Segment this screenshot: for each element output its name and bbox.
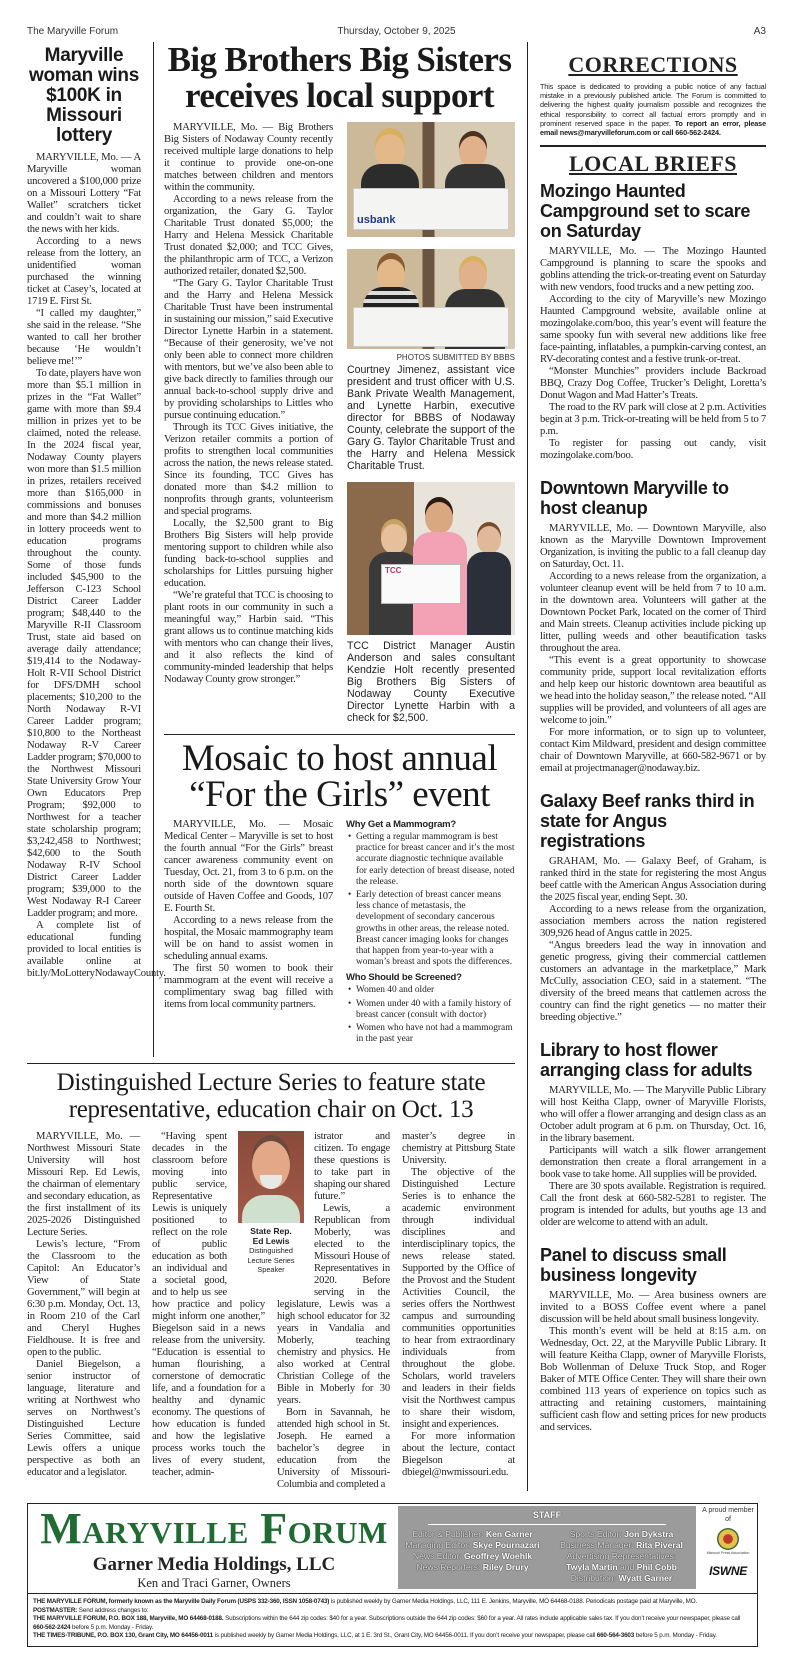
article-bbbs — [164, 122, 515, 724]
owners: Ken and Traci Garner, Owners — [137, 1576, 291, 1591]
paragraph: A complete list of educational funding provided to local entities is available online at bit.ly/MoLotteryNodawayCounty. — [27, 920, 166, 979]
running-head-paper: The Maryville Forum — [27, 26, 119, 37]
member-text: A proud member of — [702, 1507, 754, 1524]
paragraph: GRAHAM, Mo. — Galaxy Beef, of Graham, is ranked third in the state for registering the most Angus beef cattle with the American Angus Association during the 2025 fiscal year, ending Sept. 30. — [540, 855, 766, 903]
paragraph: MARYVILLE, Mo. — Area business owners are invited to a BOSS Coffee event where a panel discussion will be held about small business longevity. — [540, 1289, 766, 1325]
masthead-logo: Maryville Forum — [40, 1504, 388, 1554]
staff-role: Business Manager: — [560, 1540, 637, 1551]
notice-line — [33, 1607, 752, 1616]
middle-column — [164, 42, 515, 1057]
headline-line: Big Brothers Big Sisters — [167, 40, 512, 79]
headline-lecture: Distinguished Lecture Series to feature state representative, education chair on Oct. 13 — [56, 1069, 486, 1124]
paragraph: MARYVILLE, Mo. — Mosaic Medical Center – Maryville is set to host the fourth annual “For the Girls” breast cancer awareness community event on Tuesday, Oct. 21, from 3 to 6 p.m. on the north side of the downtown square outside of Haven Coffee and Goods, 107 E. Fourth St. — [164, 819, 333, 914]
paragraph: Lewis, a Republican from Moberly, was elected to the Missouri House of Representatives in 2020. Before serving in the legislature, Lewis was a high school educator for 32 years in Vandalia and Moberly, teaching chemistry and physics. He also worked at Central Christian College of the Bible in Moberly for 30 years. — [277, 1203, 390, 1407]
paragraph: According to a news release from the hospital, the Mosaic mammography team will be on hand to assist women in scheduling annual exams. — [164, 915, 333, 962]
notice-line — [33, 1598, 752, 1607]
staff-entry — [547, 1562, 696, 1573]
page-number: A3 — [753, 26, 766, 37]
paragraph: According to a news release from the organization, a volunteer cleanup event will be held from 7 to 10 a.m. in the downtown area. Volunteers will gather at the Downtown Pocket Park, located on the corner of Third and Main streets. Cleanup activities include picking up litter, pulling weeds and other beautification tasks throughout the area. — [540, 570, 766, 654]
sidebar-heading: Why Get a Mammogram? — [346, 819, 457, 830]
mpa-name: Missouri Press Association — [706, 1551, 750, 1556]
paragraph: MARYVILLE, Mo. — The Maryville Public Library will host Keitha Clapp, owner of Maryville Florists, who will offer a flower arranging and design class as an October adult program at 6 p.m. on Thursday, Oct. 16, in the library basement. — [540, 1084, 766, 1144]
notice-bold: THE TIMES-TRIBUNE, P.O. BOX 130, Grant City, MO 64456-0011 — [33, 1632, 214, 1640]
paragraph: To date, players have won more than $5.1 million in prizes in the “Fat Wallet” game with more than $9.4 million in prizes yet to be claimed, noted the release. In the 2024 fiscal year, Nodaway County players won more than $1.5 million in prizes, retailers received more than $165,000 in commissions and bonuses and more than $4.2 million in lottery proceeds went to education programs throughout the county. Some of those funds included $45,900 to the Jefferson C-123 School District Career Ladder program; $48,440 to the Maryville R-II Classroom Trust, state aid based on average daily attendance; $19,414 to the Nodaway-Holt R-VII School District for DFS/DMH school placements; $10,200 to the North Nodaway R-VI Career Ladder program; $10,800 to the Northeast Nodaway R-V Career Ladder program; $70,000 to the Northwest Missouri State University Grow Your Own Educators Prep Program; $92,000 to Northwest for a teacher state scholarship program; $3,242,458 to Northwest; $42,600 to the South Nodaway R-IV School District Career Ladder program; $39,000 to the West Nodaway R-I Career Ladder program; and more. — [27, 368, 141, 919]
list-item: • Getting a regular mammogram is best practice for breast cancer and it’s the most accurate diagnostic technique available for early detection of breast disease, noted the release. — [346, 832, 515, 888]
headline: Maryville woman wins $100K in Missouri lottery — [29, 45, 139, 146]
headline: Mozingo Haunted Campground set to scare on Saturday — [540, 180, 751, 241]
paragraph: The objective of the Distinguished Lecture Series is to enhance the academic environment through individual disciplines and interdisciplinary topics, the news release stated. Supported by the Office of the Provost and the Student Activities Council, the series offers the Northwest campus and surrounding communities opportunities to hear from extraordinary individuals from throughout the globe. Scholars, world travelers and leaders in their fields visit the Northwest campus to share their wisdom, insight and experiences. — [402, 1167, 515, 1431]
staff-name: Jon Dykstra — [624, 1529, 674, 1540]
company-name: Garner Media Holdings, LLC — [92, 1554, 336, 1576]
notice-line — [33, 1632, 752, 1641]
staff-role: Editor & Publisher: — [412, 1529, 486, 1540]
masthead-brand — [34, 1506, 394, 1591]
membership-block — [700, 1506, 756, 1578]
paragraph: According to a news release from the lottery, an unidentified woman purchased the winning ticket at Casey’s, located at 1719 E. First St. — [27, 236, 141, 307]
left-area — [27, 42, 515, 1491]
article-lottery — [27, 42, 166, 1057]
paragraph: This month’s event will be held at 8:15 a.m. on Wednesday, Oct. 22, at the Maryville Public Library. It will feature Keitha Clapp, owner of Maryville Florists, Bob Wollenman of Deluxe Truck Stop, and Roger Baker of MTE Office Center. They will share their own combined 113 years of experience on topics such as attracting and retaining customers, maintaining sufficient cash flow and setting prices for new products and services. — [540, 1325, 766, 1433]
right-column — [527, 42, 766, 1491]
notice-text: Send address changes to: — [77, 1606, 149, 1614]
headline: Library to host flower arranging class for adults — [540, 1039, 753, 1080]
staff-name: Phil Cobb — [636, 1562, 677, 1573]
notice-text: before 5 p.m. Monday - Friday. — [70, 1623, 154, 1631]
photo-check-presentation-2 — [347, 249, 515, 349]
headline-mosaic — [164, 738, 515, 815]
headline-bbbs — [164, 42, 515, 114]
photo-caption: Courtney Jimenez, assistant vice president and trust officer with U.S. Bank Private Wealth Management, and Lynette Harbin, executive director for BBBS of Nodaway County, celebrate the support of the Gary G. Taylor Charitable Trust and the Harry and Helena Messick Charitable Trust. — [347, 364, 515, 472]
paragraph: Locally, the $2,500 grant to Big Brothers Big Sisters will help provide mentoring support to children while also funding back-to-school supplies and scholarships for Littles pursuing higher education. — [164, 518, 333, 589]
tcc-logo: TCC — [385, 566, 402, 575]
caption-name: State Rep. — [250, 1226, 292, 1237]
paragraph: MARYVILLE, Mo. — Big Brothers Big Sisters of Nodaway County recently received multiple large donations to help it continue to provide one-on-one matches between children and mentors within the community. — [164, 122, 333, 193]
photo-check-presentation-1 — [347, 122, 515, 237]
article-lecture — [27, 1063, 515, 1491]
staff-conjunction: and — [617, 1562, 637, 1573]
paragraph: According to a news release from the organization, the Gary G. Taylor Charitable Trust donated $5,000; the Harry and Helena Messick Charitable Trust donated $2,000; and TCC Gives, the philanthropic arm of TCC, a Verizon authorized retailer, donated $2,500. — [164, 194, 333, 277]
paragraph: To register for passing out candy, visit mozingolake.com/boo. — [540, 437, 766, 461]
paragraph: “Monster Munchies” providers include Backroad BBQ, Crazy Dog Coffee, Trucker’s Delight, Loretta’s Donut Wagon and Mad Hatter’s Treats. — [540, 365, 766, 401]
staff-entry — [547, 1529, 696, 1540]
staff-name: Skye Pournazari — [472, 1540, 540, 1551]
staff-name: Wyatt Garner — [618, 1573, 673, 1584]
list-item: • Early detection of breast cancer means less chance of metastasis, the development of secondary cancerous growths in other areas, the release noted. Breast cancer imaging looks for changes that happen from year-to-year with a woman’s breast and spots the differences. — [346, 890, 515, 968]
corrections-body: This space is dedicated to providing a public notice of any factual mistake in a previously published article. The Forum is committed to delivering the highest quality journalism possible and recognizes the ethical responsibility to correct all factual errors promptly and in prominent reserved space in the paper. — [540, 82, 766, 128]
paragraph: The first 50 women to book their mammogram at the event will receive a complimentary swag bag filled with items from local community partners. — [164, 963, 333, 1010]
staff-box — [398, 1506, 696, 1589]
paragraph: “We’re grateful that TCC is choosing to plant roots in our community in such a meaningful way,” Harbin said. “This grant allows us to continue matching kids with mentors who can change their lives, and it also reflects the kind of community-minded leadership that helps Nodaway County grow stronger.” — [164, 590, 333, 685]
local-briefs-title: LOCAL BRIEFS — [569, 150, 737, 176]
paragraph: MARYVILLE, Mo. — A Maryville woman uncovered a $100,000 prize on a Missouri Lottery “Fat Wallet” scratchers ticket and couldn’t wait to share the news with her kids. — [27, 152, 141, 235]
staff-role: Managing Editor: — [405, 1540, 473, 1551]
staff-entry — [547, 1573, 696, 1584]
caption-name: Ed Lewis — [252, 1236, 290, 1247]
staff-name: Twyla Martin — [566, 1562, 618, 1573]
notice-phone: 660-562-2424 — [33, 1623, 71, 1631]
top-row — [27, 42, 515, 1057]
paragraph: “I called my daughter,” she said in the release. “She wanted to call her brother because ‘He wouldn’t believe me!’” — [27, 308, 141, 367]
paragraph: Born in Savannah, he attended high school in St. Joseph. He earned a bachelor’s degree in education from the University of Missouri-Columbia and completed a — [277, 1407, 390, 1491]
staff-entry — [547, 1551, 696, 1562]
headline: Panel to discuss small business longevity — [540, 1244, 727, 1285]
paragraph: “Angus breeders lead the way in innovation and genetic progress, giving their commercial cattlemen customers an advantage in the marketplace,” Mark McCully, association CEO, said in a statement. “The diversity of the breed means that cattlemen across the country can find the right genetics — no matter their breeding objective.” — [540, 939, 766, 1023]
running-head — [27, 0, 766, 38]
paragraph: “Having spent decades in the classroom before moving into public service, Representative Lewis is uniquely positioned to reflect on the role of public education as both an individual and a societal good, and to help us see how practice and policy might inform one another,” Biegelson said in a news release from the university. “Education is essential to human flourishing, a cornerstone of democratic life, and a foundation for a healthy and dynamic economy. The questions of how education is funded and how the legislative process works touch the lives of every student, teacher, admin- — [152, 1131, 265, 1479]
caption-role: Distinguished Lecture Series Speaker — [247, 1246, 295, 1275]
notice-text: before 5 p.m. Monday - Friday. — [634, 1632, 717, 1640]
brief-mozingo — [540, 181, 766, 462]
lecture-columns — [27, 1131, 515, 1491]
staff-entry — [547, 1540, 696, 1551]
paragraph: Daniel Biegelson, a senior instructor of language, literature and writing at Northwest who serves on Northwest’s Distinguished Lecture Series Committee, said Lewis offers a unique perspective as both an educator and a legislator. — [27, 1359, 140, 1479]
list-item: • Women 40 and older — [346, 985, 515, 996]
brief-downtown — [540, 478, 766, 775]
staff-role: Advertising Representatives: — [566, 1551, 677, 1562]
article-bbbs-body — [164, 122, 333, 686]
usbank-logo: usbank — [357, 214, 396, 226]
sidebar-heading: Who Should be Screened? — [346, 972, 462, 984]
iswne-logo: ISWNE — [709, 1564, 747, 1579]
notice-text: Subscriptions within the 644 zip codes: $40 for a year. Subscriptions outside the 644 zip codes: $60 for a year. All rates include applicable sales tax. If you don’t receive your newspaper, please call — [223, 1615, 741, 1623]
paragraph: According to the city of Maryville’s new Mozingo Haunted Campground website, available online at mozingolake.com/boo, this year’s event will feature the same spooky fun with several new additions like free face-painting, inflatables, a pumpkin-carving contest, an RV-decorating contest and a festive trunk-or-treat. — [540, 293, 766, 365]
paragraph: There are 30 spots available. Registration is required. Call the front desk at 660-582-5281 to register. The program is intended for adults, but youths age 13 and older are welcome to attend with an adult. — [540, 1180, 766, 1228]
mammogram-sidebar — [346, 819, 515, 1049]
corrections-contact: To report an error, please email news@maryvilleforum.com or call 660-562-2424. — [540, 118, 766, 138]
section-rule — [540, 145, 766, 147]
bbbs-photo-column — [347, 122, 515, 724]
paragraph: MARYVILLE, Mo. — The Mozingo Haunted Campground is planning to scare the spooks and goblins attending the trick-or-treating event on Saturday with new vendors, food trucks and a new petting zoo. — [540, 245, 766, 293]
mpa-seal-icon — [717, 1528, 739, 1550]
staff-entry — [398, 1551, 547, 1562]
staff-list-left — [398, 1529, 547, 1584]
staff-name: Riley Drury — [482, 1562, 529, 1573]
corrections-title: CORRECTIONS — [568, 52, 738, 77]
photo-caption: TCC District Manager Austin Anderson and sales consultant Kendzie Holt recently presented Big Brothers Big Sisters of Nodaway County Executive Director Lynette Harbin with a check for $2,500. — [347, 640, 515, 724]
staff-role: Distribution: — [570, 1573, 619, 1584]
paragraph: “This event is a great opportunity to showcase community pride, support local revitalization efforts and help keep our historic downtown area beautiful as we head into the holiday season,” the release noted. “All supplies will be provided, and volunteers of all ages are welcome to join.” — [540, 654, 766, 726]
paragraph: MARYVILLE, Mo. — Northwest Missouri State University will host Missouri Rep. Ed Lewis, the chairman of elementary and secondary education, as the first installment of its 2025-2026 Distinguished Lecture Series. — [27, 1131, 140, 1239]
brief-panel — [540, 1245, 766, 1434]
paragraph: For more information about the lecture, contact Biegelson at dbiegel@nwmissouri.edu. — [402, 1431, 515, 1479]
article-mosaic-body — [164, 819, 333, 1011]
paragraph: istrator and citizen. To engage these questions is to take part in shaping our shared future.” — [314, 1131, 390, 1203]
staff-entry — [398, 1540, 547, 1551]
photo-ed-lewis — [238, 1131, 304, 1223]
staff-name: Geoffrey Woehlk — [463, 1551, 533, 1562]
paragraph: For more information, or to sign up to volunteer, contact Kim Mildward, president and design committee chair of Downtown Maryville, at 660-582-9671 or by email at projectmanager@nodaway.biz. — [540, 726, 766, 774]
list-item: • Women under 40 with a family history of breast cancer (consult with doctor) — [346, 999, 515, 1021]
paragraph: master’s degree in chemistry at Pittsburg State University. — [402, 1131, 515, 1167]
photo-caption-lewis — [236, 1226, 306, 1275]
running-head-date: Thursday, October 9, 2025 — [337, 26, 456, 37]
notice-text: is published weekly by Garner Media Holdings, LLC, at 1 E. 3rd St., Grant City, MO 64456-0011. If you don’t receive your newspaper, please call — [213, 1632, 597, 1640]
paragraph: According to a news release from the organization, association members across the nation registered 309,926 head of Angus cattle in 2025. — [540, 903, 766, 939]
notice-line — [33, 1615, 752, 1632]
lecture-column-1 — [27, 1131, 140, 1479]
paragraph: “The Gary G. Taylor Charitable Trust and the Harry and Helena Messick Charitable Trust have been instrumental in sustaining our mission,” said Executive Director Lynette Harbin in a statement. “Because of their generosity, we’ve not only been able to connect more children with mentors, but we’ve also been able to give back directly to families through our annual back-to-school supply drive and by providing scholarships to Littles who pursue continuing education.” — [164, 278, 333, 421]
headline-line: Mosaic to host annual — [181, 738, 498, 779]
staff-name: Rita Piveral — [636, 1540, 683, 1551]
paragraph: The road to the RV park will close at 2 p.m. Activities begin at 3 p.m. Trick-or-treating will be held from 5 to 7 p.m. — [540, 401, 766, 437]
page-body — [27, 42, 766, 1491]
paragraph: Participants will watch a silk flower arrangement demonstration then create a floral arrangement in a book vase to take home. All supplies will be provided. — [540, 1144, 766, 1180]
staff-role: Sports Editor: — [569, 1529, 625, 1540]
brief-library — [540, 1040, 766, 1229]
staff-name: Ken Garner — [485, 1529, 533, 1540]
staff-role: News Reporters: — [416, 1562, 483, 1573]
notice-bold: THE MARYVILLE FORUM, P.O. BOX 188, Maryville, MO 64468-0188. — [33, 1615, 224, 1623]
headline: Galaxy Beef ranks third in state for Angus registrations — [540, 790, 755, 851]
headline-line: receives local support — [185, 76, 494, 115]
corrections-text — [540, 82, 766, 137]
staff-list-right — [547, 1529, 696, 1584]
paragraph: Lewis’s lecture, “From the Classroom to the Capitol: An Educator’s View of State Government,” will begin at 6:30 p.m. Monday, Oct. 13, in Room 210 of the Carl and Cheryl Hughes Fieldhouse. It is free and open to the public. — [27, 1239, 140, 1359]
notice-bold: POSTMASTER: — [33, 1606, 78, 1614]
notice-bold: THE MARYVILLE FORUM, formerly known as the Maryville Daily Forum (USPS 332-360, ISSN 1058-0743) — [33, 1598, 330, 1606]
staff-entry — [398, 1529, 547, 1540]
article-mosaic — [164, 734, 515, 1057]
notice-text: is published weekly by Garner Media Holdings, LLC, 111 E. Jenkins, Maryville, MO 64468-0188. Periodicals postage paid at Maryville, MO. — [329, 1598, 698, 1606]
list-item: • Women who have not had a mammogram in the past year — [346, 1023, 515, 1045]
lecture-column-4 — [402, 1131, 515, 1479]
staff-title: STAFF — [532, 1510, 562, 1521]
masthead-box — [27, 1503, 758, 1647]
brief-galaxy-beef — [540, 791, 766, 1024]
corrections-box — [540, 42, 766, 137]
paragraph: Through its TCC Gives initiative, the Verizon retailer commits a portion of profits to strengthen local communities across the nation, the news release stated. Since its founding, TCC Gives has donated more than $4.2 million to nonprofits through grants, volunteerism and special programs. — [164, 422, 333, 517]
paragraph: MARYVILLE, Mo. — Downtown Maryville, also known as the Maryville Downtown Improvement Organization, is inviting the public to a fall cleanup day on Saturday, Oct. 11. — [540, 522, 766, 570]
headline: Downtown Maryville to host cleanup — [540, 477, 729, 518]
notice-phone: 660-564-3603 — [596, 1632, 635, 1640]
staff-role: News Editor: — [412, 1551, 464, 1562]
staff-entry — [398, 1562, 547, 1573]
photo-credit: PHOTOS SUBMITTED BY BBBS — [396, 353, 515, 362]
staff-divider — [428, 1524, 666, 1525]
publication-notice — [28, 1594, 757, 1646]
headline-line: “For the Girls” event — [189, 774, 490, 815]
photo-tcc-check — [347, 482, 515, 635]
